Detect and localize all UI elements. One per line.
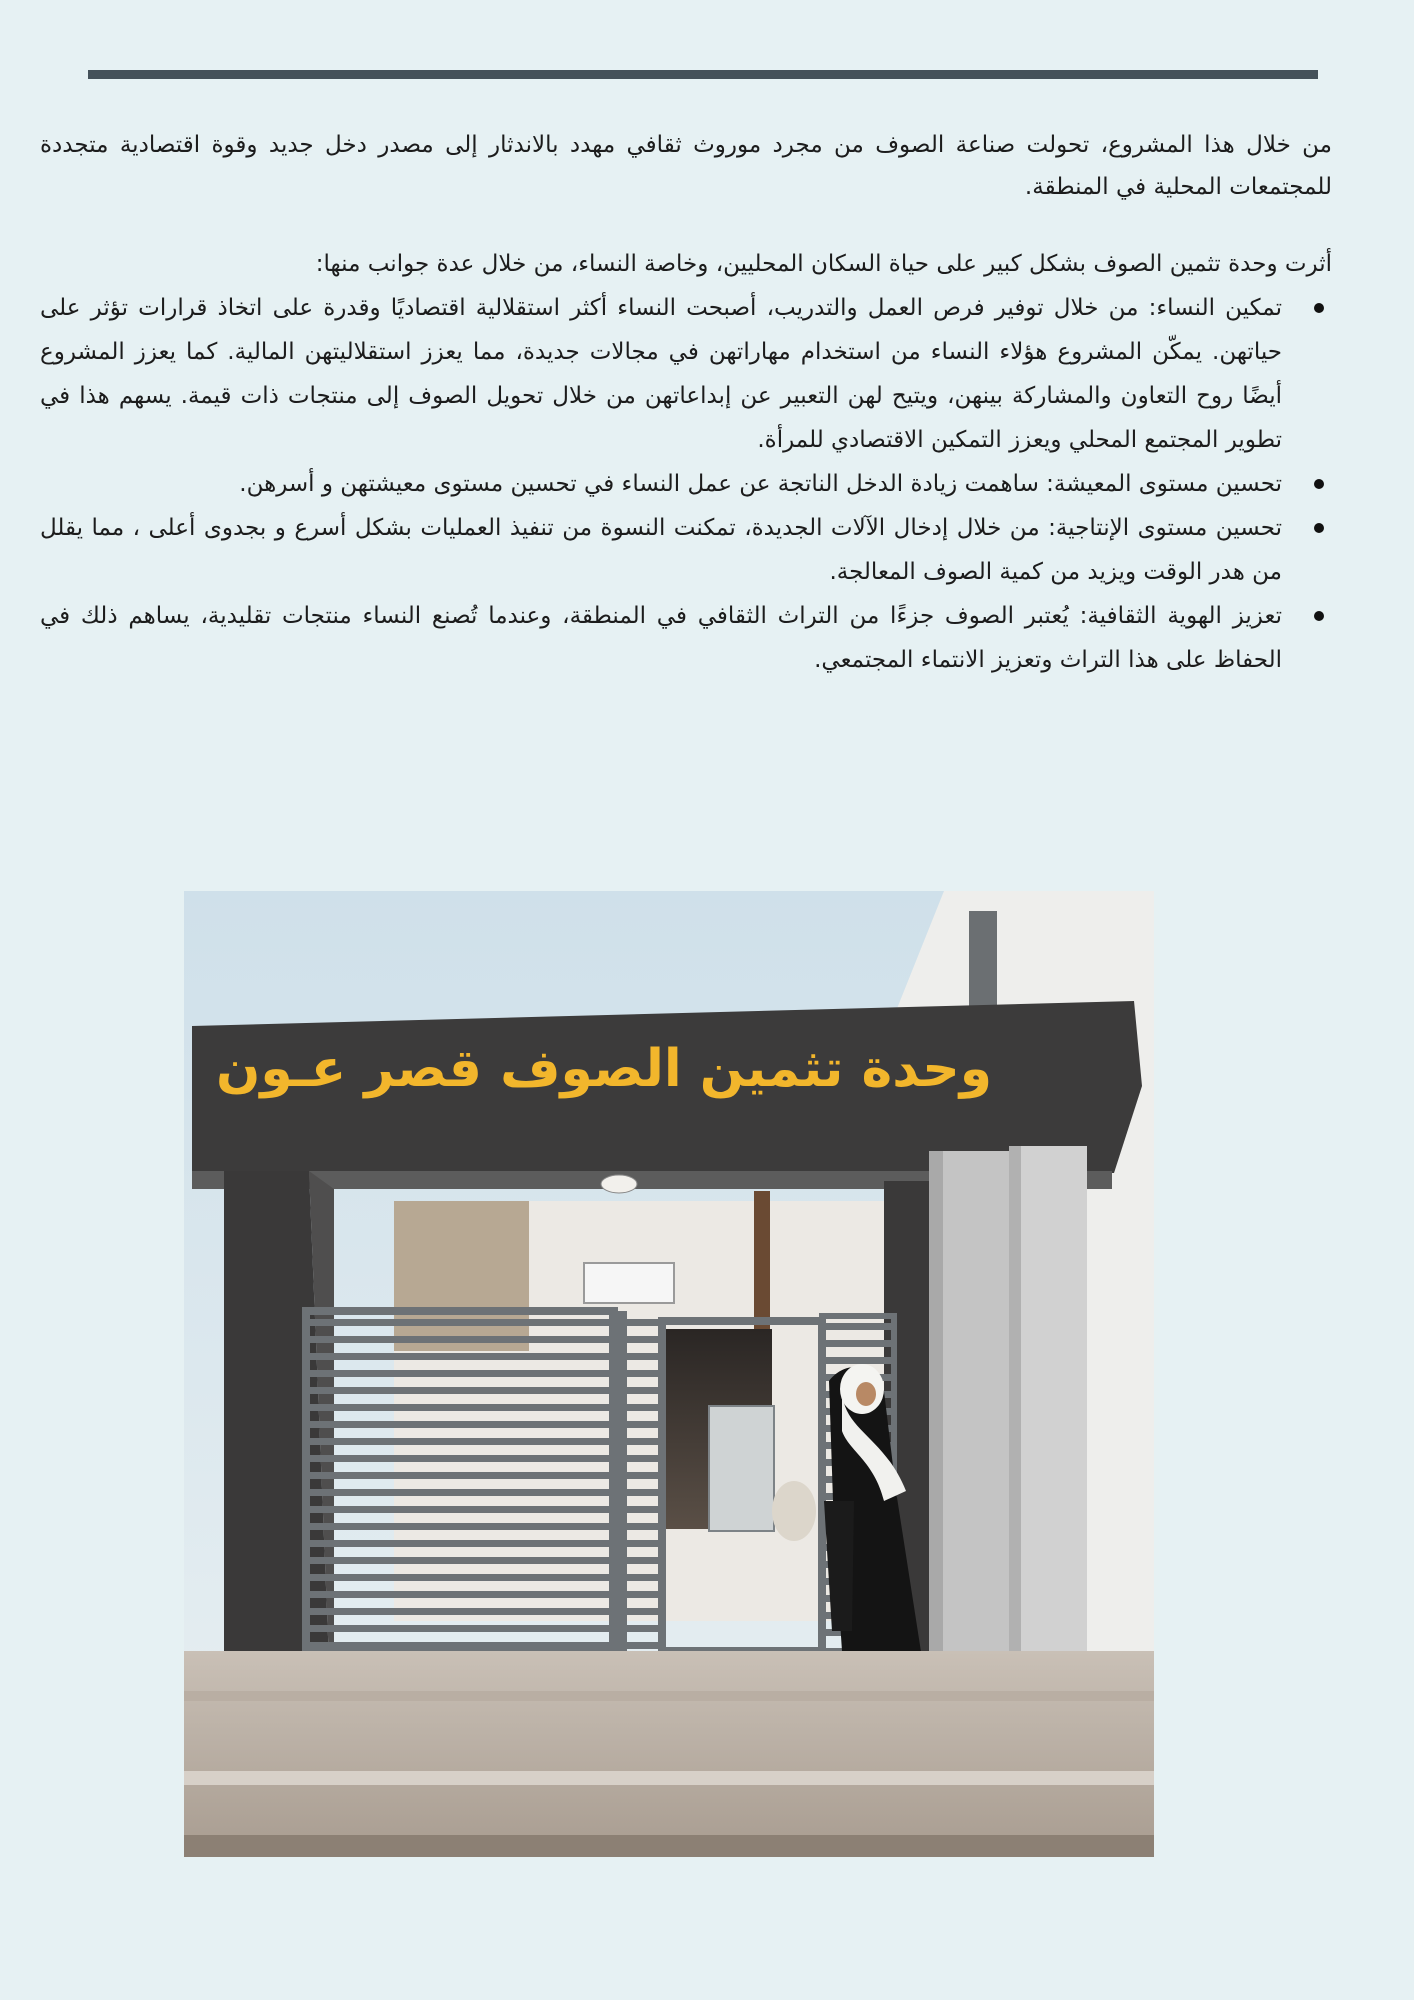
gate-slat [822, 1357, 894, 1364]
gate-slat [622, 1642, 662, 1649]
ceiling-lamp [601, 1175, 637, 1193]
sign-text: وحدة تثمين الصوف قصر عـون [215, 1039, 993, 1099]
gate-slat [622, 1387, 662, 1394]
intro-paragraph: من خلال هذا المشروع، تحولت صناعة الصوف من مجرد موروث ثقافي مهدد بالاندثار إلى مصدر دخل جديد وقوة اقتصادية متجددة للمجتمعات المحلية في المنطقة. [40, 132, 1332, 200]
gate-slat [622, 1574, 662, 1581]
list-item [40, 286, 1282, 462]
bullet-icon [1314, 303, 1324, 313]
gate-slat [622, 1506, 662, 1513]
impact-list [40, 286, 1332, 682]
gate-slat [622, 1370, 662, 1377]
back-window [584, 1263, 674, 1303]
wooden-beam [754, 1191, 770, 1331]
gate-slat [306, 1370, 614, 1377]
column-left-shade [929, 1151, 943, 1681]
gate-slat [622, 1557, 662, 1564]
building-photo [184, 891, 1154, 1857]
gate-slat [306, 1557, 614, 1564]
pavement [184, 1651, 1154, 1857]
column-right-shade [1009, 1146, 1021, 1666]
gate-slat [306, 1455, 614, 1462]
gate-slat [306, 1472, 614, 1479]
gate-slat [306, 1438, 614, 1445]
gate-slat [622, 1591, 662, 1598]
gate-slat [622, 1472, 662, 1479]
gate-slat [306, 1489, 614, 1496]
step-edge [184, 1691, 1154, 1701]
list-item-text: تحسين مستوى الإنتاجية: من خلال إدخال الآلات الجديدة، تمكنت النسوة من تنفيذ العمليات بشكل أسرع و بجدوى أعلى ، مما يقلل من هدر الوقت ويزيد من كمية الصوف المعالجة. [40, 515, 1282, 585]
gate-slat [306, 1336, 614, 1343]
gate-slat [622, 1625, 662, 1632]
road-edge [184, 1835, 1154, 1857]
inner-door [709, 1406, 774, 1531]
gate-slat [622, 1455, 662, 1462]
top-divider [88, 70, 1318, 79]
list-item [40, 594, 1282, 682]
list-item [40, 462, 1282, 506]
gate-slat [306, 1421, 614, 1428]
gate-slat [306, 1574, 614, 1581]
gate-slat [622, 1319, 662, 1326]
gate-slat [622, 1540, 662, 1547]
gate-slat [622, 1438, 662, 1445]
article-body [40, 124, 1332, 682]
gate-slat [306, 1625, 614, 1632]
gate-post [609, 1311, 627, 1651]
gate-slat [306, 1506, 614, 1513]
gate-slat [622, 1489, 662, 1496]
curb [184, 1771, 1154, 1785]
gate-slat [622, 1336, 662, 1343]
back-wall-stone [394, 1201, 529, 1351]
gate-slat [622, 1421, 662, 1428]
bullet-icon [1314, 523, 1324, 533]
gate-slat [622, 1608, 662, 1615]
list-item [40, 506, 1282, 594]
gate-slat [622, 1404, 662, 1411]
gate-slat [306, 1540, 614, 1547]
gate-slat [306, 1608, 614, 1615]
gate-slat [306, 1387, 614, 1394]
list-item-text: تحسين مستوى المعيشة: ساهمت زيادة الدخل الناتجة عن عمل النساء في تحسين مستوى معيشتهن و أسرهن. [239, 471, 1282, 497]
sack [772, 1481, 816, 1541]
bullet-icon [1314, 611, 1324, 621]
gate-slat [622, 1523, 662, 1530]
gate-slat [306, 1591, 614, 1598]
gate-slat [622, 1353, 662, 1360]
gate-slat [306, 1642, 614, 1649]
lead-paragraph: أثرت وحدة تثمين الصوف بشكل كبير على حياة السكان المحليين، وخاصة النساء، من خلال عدة جوانب منها: [315, 251, 1332, 277]
list-item-text: تعزيز الهوية الثقافية: يُعتبر الصوف جزءًا من التراث الثقافي في المنطقة، وعندما تُصنع النساء منتجات تقليدية، يساهم ذلك في الحفاظ على هذا التراث وتعزيز الانتماء المجتمعي. [40, 603, 1282, 673]
gate-slat [306, 1404, 614, 1411]
gate-slat [306, 1319, 614, 1326]
bullet-icon [1314, 479, 1324, 489]
gate-slat [822, 1323, 894, 1330]
gate-slat [306, 1353, 614, 1360]
gate-slat [306, 1523, 614, 1530]
list-item-text: تمكين النساء: من خلال توفير فرص العمل والتدريب، أصبحت النساء أكثر استقلالية اقتصاديًا وقدرة على اتخاذ قرارات تؤثر على حياتهن. يمكّن المشروع هؤلاء النساء من استخدام مهاراتهن في مجالات جديدة، مما يعزز استقلاليتهن المالية. كما يعزز المشروع أيضًا روح التعاون والمشاركة بينهن، ويتيح لهن التعبير عن إبداعاتهن من خلال تحويل الصوف إلى منتجات ذات قيمة. يسهم هذا في تطوير المجتمع المحلي ويعزز التمكين الاقتصادي للمرأة. [40, 295, 1282, 453]
gate-slat [822, 1340, 894, 1347]
